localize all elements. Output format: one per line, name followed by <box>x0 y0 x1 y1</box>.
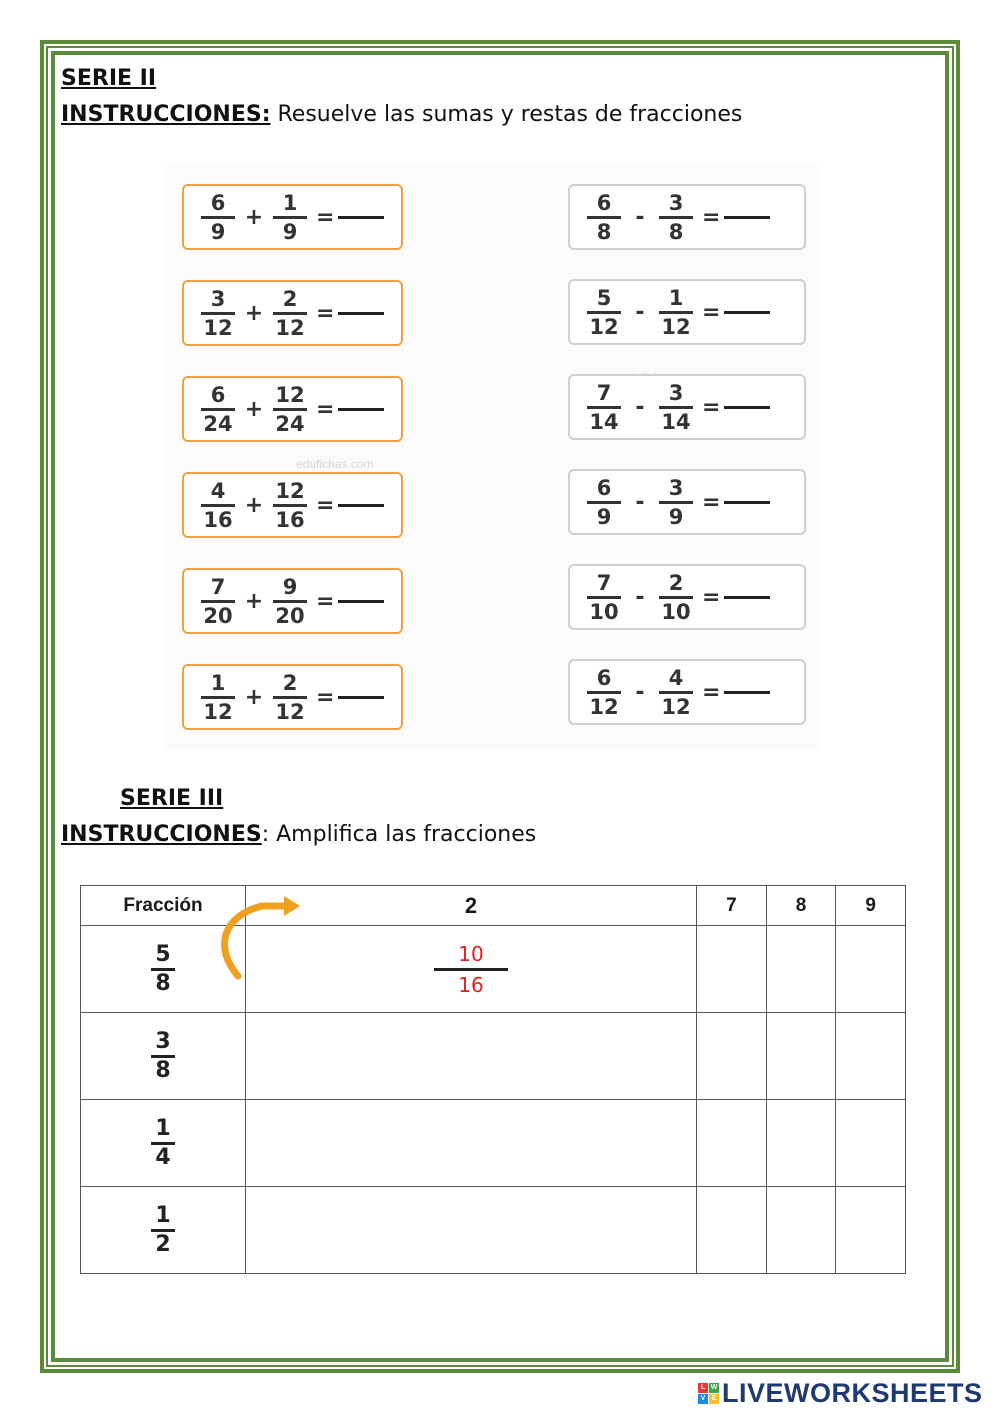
amplify-table <box>80 885 906 1274</box>
equals-sign: = <box>702 299 721 325</box>
denominator: 12 <box>275 315 305 340</box>
fraction-a <box>584 192 624 243</box>
base-fraction <box>151 943 175 996</box>
fraction-cell <box>81 1013 246 1100</box>
numerator: 3 <box>668 475 684 500</box>
curved-arrow-icon <box>212 888 312 988</box>
denominator: 9 <box>668 504 684 529</box>
numerator: 7 <box>596 380 612 405</box>
answer-cell[interactable] <box>246 1100 697 1187</box>
numerator: 6 <box>596 190 612 215</box>
serie2-instructions <box>61 102 742 127</box>
serie2-instructions-label: INSTRUCCIONES: <box>61 102 271 127</box>
header-factor-2: 2 <box>246 886 697 926</box>
liveworksheets-logo <box>698 1378 983 1409</box>
fraction-b <box>270 576 310 627</box>
answer-cell[interactable] <box>766 1013 836 1100</box>
fraction-a <box>584 287 624 338</box>
denominator: 10 <box>661 599 691 624</box>
denominator: 8 <box>668 219 684 244</box>
operator: - <box>635 299 645 325</box>
denominator: 24 <box>203 411 233 436</box>
numerator: 3 <box>210 286 226 311</box>
numerator: 6 <box>596 475 612 500</box>
numerator: 6 <box>596 665 612 690</box>
answer-cell[interactable] <box>766 1187 836 1274</box>
fraction-b <box>270 672 310 723</box>
numerator: 5 <box>155 941 171 967</box>
liveworksheets-brand: LIVEWORKSHEETS <box>722 1378 983 1408</box>
answer-blank[interactable] <box>338 216 384 219</box>
base-fraction <box>151 1117 175 1170</box>
subtraction-exercise <box>568 279 806 345</box>
denominator: 12 <box>589 694 619 719</box>
operator: - <box>635 394 645 420</box>
answer-blank[interactable] <box>724 406 770 409</box>
numerator: 1 <box>155 1115 171 1141</box>
base-fraction <box>151 1204 175 1257</box>
numerator: 5 <box>596 285 612 310</box>
table-row <box>81 1187 906 1274</box>
denominator: 9 <box>210 219 226 244</box>
answer-blank[interactable] <box>338 600 384 603</box>
denominator: 16 <box>458 972 484 997</box>
equals-sign: = <box>316 588 335 614</box>
serie3-title: SERIE III <box>120 786 224 811</box>
base-fraction <box>151 1030 175 1083</box>
operator: - <box>635 489 645 515</box>
subtraction-exercise <box>568 184 806 250</box>
numerator: 4 <box>210 478 226 503</box>
numerator: 1 <box>155 1202 171 1228</box>
denominator: 2 <box>155 1231 171 1257</box>
equals-sign: = <box>702 584 721 610</box>
example-answer <box>434 942 508 997</box>
header-factor-7: 7 <box>697 886 767 926</box>
operator: - <box>635 204 645 230</box>
table-row <box>81 926 906 1013</box>
denominator: 12 <box>203 315 233 340</box>
answer-blank[interactable] <box>338 312 384 315</box>
fraction-a <box>198 192 238 243</box>
liveworksheets-mark-icon: L W V E <box>698 1383 719 1404</box>
numerator: 7 <box>210 574 226 599</box>
answer-blank[interactable] <box>338 408 384 411</box>
operator: - <box>635 679 645 705</box>
numerator: 6 <box>210 382 226 407</box>
subtraction-exercise <box>568 374 806 440</box>
serie3-instructions <box>61 822 536 847</box>
numerator: 6 <box>210 190 226 215</box>
denominator: 8 <box>596 219 612 244</box>
numerator: 4 <box>668 665 684 690</box>
equals-sign: = <box>316 300 335 326</box>
numerator: 3 <box>155 1028 171 1054</box>
numerator: 2 <box>668 570 684 595</box>
fraction-b <box>270 480 310 531</box>
answer-cell[interactable] <box>836 1013 906 1100</box>
fraction-a <box>584 382 624 433</box>
sum-exercise <box>182 184 403 250</box>
sum-exercise <box>182 664 403 730</box>
equals-sign: = <box>316 492 335 518</box>
header-factor-9: 9 <box>836 886 906 926</box>
operator: + <box>244 204 264 230</box>
numerator: 1 <box>668 285 684 310</box>
fraction-cell <box>81 1187 246 1274</box>
fraction-b <box>656 382 696 433</box>
fraction-a <box>198 672 238 723</box>
fraction-a <box>584 667 624 718</box>
serie3-instructions-label: INSTRUCCIONES <box>61 822 262 847</box>
fraction-b <box>656 287 696 338</box>
numerator: 3 <box>668 190 684 215</box>
denominator: 14 <box>589 409 619 434</box>
sum-exercise <box>182 376 403 442</box>
header-factor-8: 8 <box>766 886 836 926</box>
numerator: 9 <box>282 574 298 599</box>
numerator: 12 <box>275 478 305 503</box>
numerator: 2 <box>282 286 298 311</box>
answer-cell[interactable] <box>697 1100 767 1187</box>
answer-cell[interactable] <box>246 926 697 1013</box>
denominator: 8 <box>155 1057 171 1083</box>
answer-cell[interactable] <box>697 926 767 1013</box>
fraction-b <box>656 667 696 718</box>
sum-exercise <box>182 472 403 538</box>
operator: + <box>244 492 264 518</box>
answer-cell[interactable] <box>766 1100 836 1187</box>
table-header-row <box>81 886 906 926</box>
subtraction-exercise <box>568 564 806 630</box>
denominator: 9 <box>596 504 612 529</box>
answer-blank[interactable] <box>724 596 770 599</box>
fraction-cell <box>81 1100 246 1187</box>
fraction-b <box>656 477 696 528</box>
denominator: 14 <box>661 409 691 434</box>
equals-sign: = <box>316 204 335 230</box>
numerator: 12 <box>275 382 305 407</box>
equals-sign: = <box>316 684 335 710</box>
answer-blank[interactable] <box>724 311 770 314</box>
answer-cell[interactable] <box>836 926 906 1013</box>
numerator: 3 <box>668 380 684 405</box>
fraction-a <box>198 576 238 627</box>
denominator: 24 <box>275 411 305 436</box>
fraction-b <box>656 572 696 623</box>
fraction-b <box>270 192 310 243</box>
fraction-a <box>198 384 238 435</box>
answer-cell[interactable] <box>836 1187 906 1274</box>
equals-sign: = <box>316 396 335 422</box>
answer-cell[interactable] <box>766 926 836 1013</box>
answer-cell[interactable] <box>246 1013 697 1100</box>
answer-blank[interactable] <box>338 504 384 507</box>
sum-exercise <box>182 280 403 346</box>
equals-sign: = <box>702 204 721 230</box>
denominator: 4 <box>155 1144 171 1170</box>
numerator: 10 <box>458 941 484 966</box>
denominator: 8 <box>155 970 171 996</box>
fraction-a <box>584 572 624 623</box>
fraction-a <box>198 480 238 531</box>
denominator: 9 <box>282 219 298 244</box>
subtraction-exercise <box>568 469 806 535</box>
numerator: 7 <box>596 570 612 595</box>
numerator: 1 <box>282 190 298 215</box>
denominator: 16 <box>203 507 233 532</box>
equals-sign: = <box>702 489 721 515</box>
table-row <box>81 1100 906 1187</box>
sum-exercise <box>182 568 403 634</box>
table-row <box>81 1013 906 1100</box>
denominator: 12 <box>589 314 619 339</box>
equals-sign: = <box>702 394 721 420</box>
fraction-a <box>198 288 238 339</box>
operator: + <box>244 684 264 710</box>
operator: + <box>244 588 264 614</box>
denominator: 12 <box>661 694 691 719</box>
answer-cell[interactable] <box>246 1187 697 1274</box>
watermark: edufichas.com <box>296 457 374 471</box>
operator: + <box>244 396 264 422</box>
numerator: 2 <box>282 670 298 695</box>
subtraction-exercise <box>568 659 806 725</box>
denominator: 12 <box>275 699 305 724</box>
denominator: 12 <box>203 699 233 724</box>
fraction-b <box>270 288 310 339</box>
answer-blank[interactable] <box>724 501 770 504</box>
denominator: 20 <box>275 603 305 628</box>
header-fraccion: Fracción <box>81 886 246 926</box>
fraction-b <box>270 384 310 435</box>
denominator: 10 <box>589 599 619 624</box>
denominator: 12 <box>661 314 691 339</box>
serie3-instructions-text: : Amplifica las fracciones <box>261 822 537 847</box>
fraction-bar <box>434 968 508 971</box>
denominator: 20 <box>203 603 233 628</box>
answer-blank[interactable] <box>724 216 770 219</box>
equals-sign: = <box>702 679 721 705</box>
operator: + <box>244 300 264 326</box>
operator: - <box>635 584 645 610</box>
fraction-a <box>584 477 624 528</box>
answer-cell[interactable] <box>697 1187 767 1274</box>
answer-blank[interactable] <box>724 691 770 694</box>
answer-cell[interactable] <box>697 1013 767 1100</box>
answer-cell[interactable] <box>836 1100 906 1187</box>
answer-blank[interactable] <box>338 696 384 699</box>
numerator: 1 <box>210 670 226 695</box>
serie2-title: SERIE II <box>61 66 157 91</box>
fraction-b <box>656 192 696 243</box>
denominator: 16 <box>275 507 305 532</box>
serie2-instructions-text: Resuelve las sumas y restas de fracciones <box>270 102 743 127</box>
